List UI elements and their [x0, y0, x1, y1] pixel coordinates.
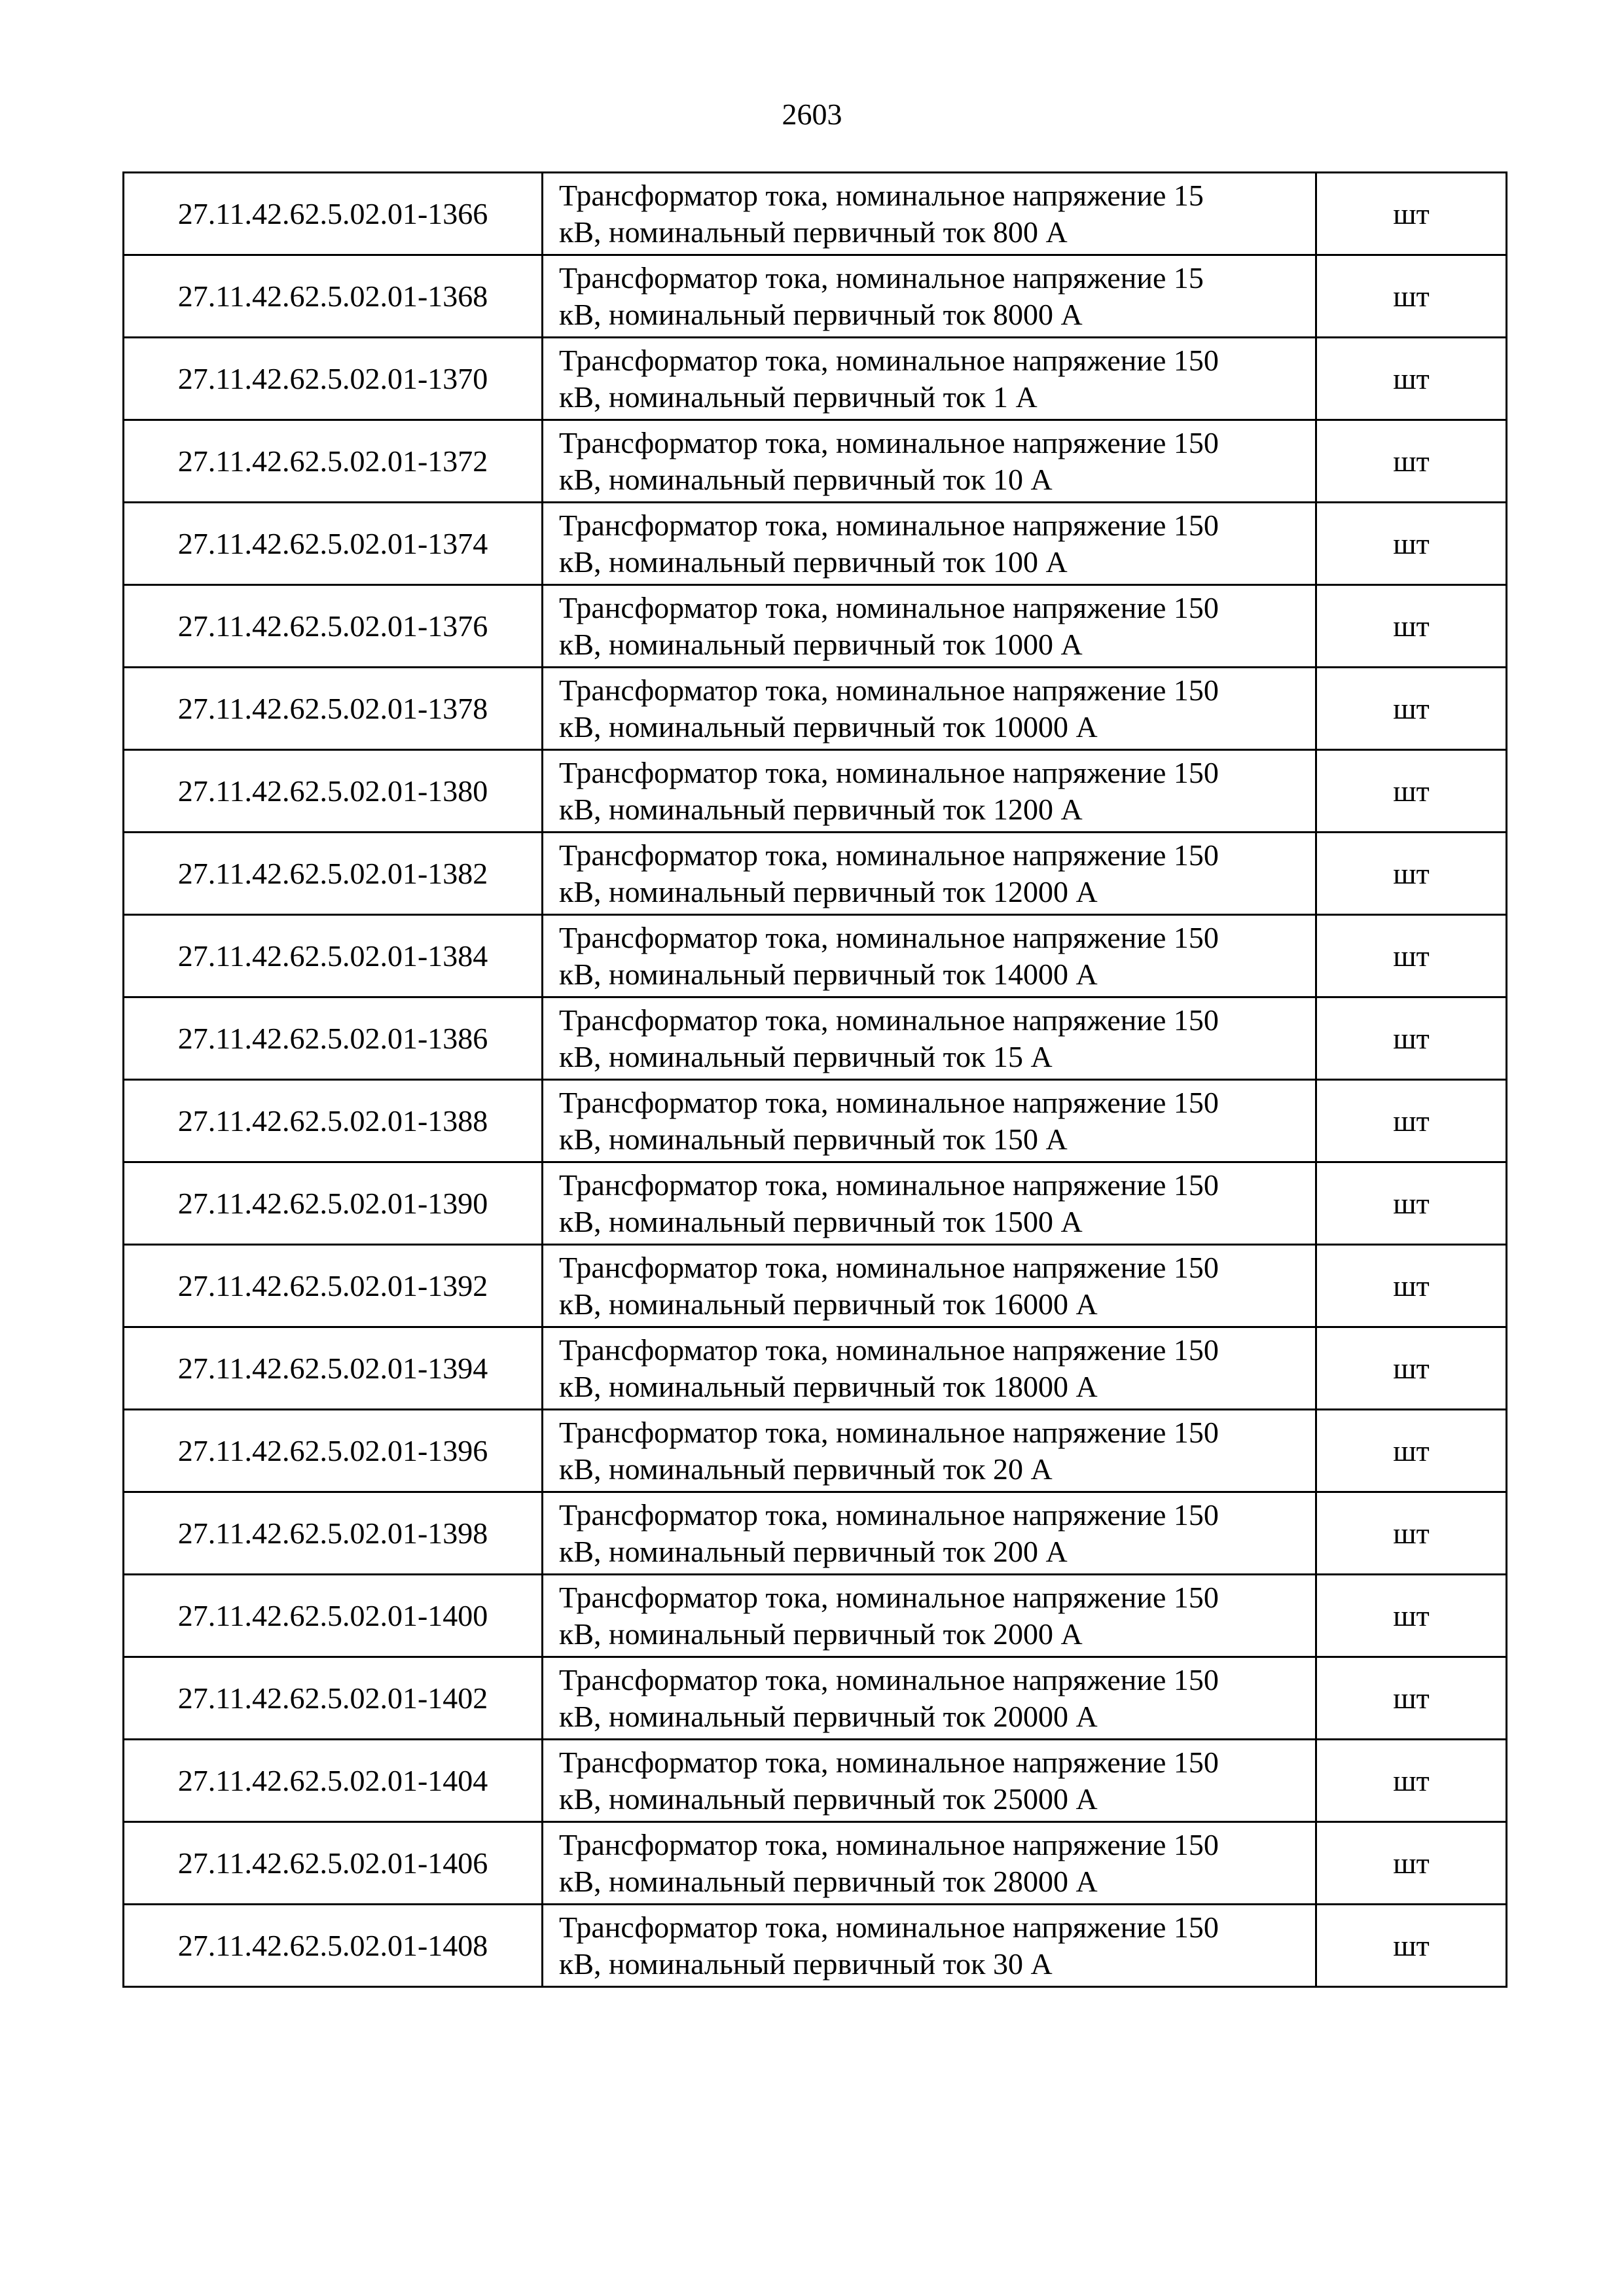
item-code: 27.11.42.62.5.02.01-1372 — [124, 420, 543, 503]
table-row — [124, 1657, 1507, 1740]
table-row — [124, 503, 1507, 585]
item-name-line: кВ, номинальный первичный ток 100 А — [559, 545, 1068, 579]
item-unit: шт — [1316, 420, 1507, 503]
table-row — [124, 997, 1507, 1080]
item-code: 27.11.42.62.5.02.01-1376 — [124, 585, 543, 668]
item-unit: шт — [1316, 1740, 1507, 1822]
item-name-line: кВ, номинальный первичный ток 20 А — [559, 1452, 1053, 1486]
item-unit: шт — [1316, 1080, 1507, 1162]
item-name-line: Трансформатор тока, номинальное напряжение 150 — [559, 1580, 1219, 1614]
table-row — [124, 338, 1507, 420]
item-code: 27.11.42.62.5.02.01-1366 — [124, 173, 543, 255]
item-name — [543, 750, 1316, 833]
item-name-line: кВ, номинальный первичный ток 1500 А — [559, 1204, 1083, 1238]
item-code: 27.11.42.62.5.02.01-1398 — [124, 1492, 543, 1575]
table-row — [124, 668, 1507, 750]
table-row — [124, 1245, 1507, 1327]
item-code: 27.11.42.62.5.02.01-1388 — [124, 1080, 543, 1162]
table-row — [124, 1080, 1507, 1162]
item-name-line: кВ, номинальный первичный ток 200 А — [559, 1534, 1068, 1568]
item-unit: шт — [1316, 1410, 1507, 1492]
item-name-line: Трансформатор тока, номинальное напряжение 150 — [559, 343, 1219, 377]
item-unit: шт — [1316, 1822, 1507, 1905]
item-name-line: Трансформатор тока, номинальное напряжение 150 — [559, 1250, 1219, 1284]
item-code: 27.11.42.62.5.02.01-1408 — [124, 1905, 543, 1987]
item-unit: шт — [1316, 1245, 1507, 1327]
item-name — [543, 833, 1316, 915]
item-unit: шт — [1316, 1657, 1507, 1740]
item-name — [543, 1080, 1316, 1162]
item-name-line: Трансформатор тока, номинальное напряжение 150 — [559, 1910, 1219, 1944]
item-name-line: кВ, номинальный первичный ток 30 А — [559, 1946, 1053, 1981]
item-name-line: кВ, номинальный первичный ток 2000 А — [559, 1617, 1083, 1651]
item-name-line: кВ, номинальный первичный ток 16000 А — [559, 1287, 1098, 1321]
table-row — [124, 1410, 1507, 1492]
item-name — [543, 503, 1316, 585]
item-unit: шт — [1316, 1492, 1507, 1575]
item-code: 27.11.42.62.5.02.01-1374 — [124, 503, 543, 585]
item-code: 27.11.42.62.5.02.01-1406 — [124, 1822, 543, 1905]
table-row — [124, 1492, 1507, 1575]
item-name — [543, 1162, 1316, 1245]
item-name-line: Трансформатор тока, номинальное напряжение 150 — [559, 1745, 1219, 1779]
table-row — [124, 585, 1507, 668]
item-code: 27.11.42.62.5.02.01-1378 — [124, 668, 543, 750]
table-row — [124, 1162, 1507, 1245]
item-name-line: кВ, номинальный первичный ток 10000 А — [559, 709, 1098, 744]
item-code: 27.11.42.62.5.02.01-1402 — [124, 1657, 543, 1740]
item-unit: шт — [1316, 833, 1507, 915]
item-name-line: кВ, номинальный первичный ток 150 А — [559, 1122, 1068, 1156]
item-name-line: Трансформатор тока, номинальное напряжение 150 — [559, 920, 1219, 954]
item-unit: шт — [1316, 1575, 1507, 1657]
page-number: 2603 — [782, 98, 842, 131]
item-name — [543, 1327, 1316, 1410]
item-code: 27.11.42.62.5.02.01-1400 — [124, 1575, 543, 1657]
item-name-line: кВ, номинальный первичный ток 10 А — [559, 462, 1053, 496]
table-row — [124, 915, 1507, 997]
item-name-line: Трансформатор тока, номинальное напряжение 15 — [559, 178, 1204, 212]
item-name — [543, 1905, 1316, 1987]
item-name — [543, 915, 1316, 997]
item-name-line: Трансформатор тока, номинальное напряжение 150 — [559, 1003, 1219, 1037]
item-unit: шт — [1316, 1162, 1507, 1245]
item-name-line: кВ, номинальный первичный ток 12000 А — [559, 874, 1098, 908]
item-name-line: кВ, номинальный первичный ток 8000 А — [559, 297, 1083, 331]
item-unit: шт — [1316, 1905, 1507, 1987]
item-code: 27.11.42.62.5.02.01-1384 — [124, 915, 543, 997]
item-name-line: Трансформатор тока, номинальное напряжение 150 — [559, 590, 1219, 624]
table-row — [124, 1740, 1507, 1822]
item-unit: шт — [1316, 255, 1507, 338]
items-table — [122, 171, 1507, 1988]
item-name — [543, 1657, 1316, 1740]
table-row — [124, 1327, 1507, 1410]
item-name-line: Трансформатор тока, номинальное напряжение 150 — [559, 1827, 1219, 1861]
item-name-line: кВ, номинальный первичный ток 18000 А — [559, 1369, 1098, 1403]
item-name-line: кВ, номинальный первичный ток 800 А — [559, 215, 1068, 249]
item-name-line: Трансформатор тока, номинальное напряжение 150 — [559, 1333, 1219, 1367]
item-name-line: Трансформатор тока, номинальное напряжение 150 — [559, 1168, 1219, 1202]
table-row — [124, 173, 1507, 255]
item-unit: шт — [1316, 750, 1507, 833]
table-row — [124, 833, 1507, 915]
item-code: 27.11.42.62.5.02.01-1380 — [124, 750, 543, 833]
item-name-line: кВ, номинальный первичный ток 25000 А — [559, 1782, 1098, 1816]
table-row — [124, 1905, 1507, 1987]
item-code: 27.11.42.62.5.02.01-1394 — [124, 1327, 543, 1410]
item-unit: шт — [1316, 173, 1507, 255]
item-unit: шт — [1316, 915, 1507, 997]
item-name-line: Трансформатор тока, номинальное напряжение 150 — [559, 1415, 1219, 1449]
item-name — [543, 173, 1316, 255]
table-row — [124, 420, 1507, 503]
item-name-line: Трансформатор тока, номинальное напряжение 150 — [559, 673, 1219, 707]
item-name-line: Трансформатор тока, номинальное напряжение 150 — [559, 755, 1219, 789]
item-unit: шт — [1316, 338, 1507, 420]
table-row — [124, 750, 1507, 833]
item-unit: шт — [1316, 668, 1507, 750]
item-name-line: Трансформатор тока, номинальное напряжение 150 — [559, 508, 1219, 542]
item-name-line: кВ, номинальный первичный ток 1200 А — [559, 792, 1083, 826]
item-name — [543, 338, 1316, 420]
item-unit: шт — [1316, 1327, 1507, 1410]
item-code: 27.11.42.62.5.02.01-1404 — [124, 1740, 543, 1822]
item-name — [543, 668, 1316, 750]
item-name — [543, 420, 1316, 503]
item-name-line: кВ, номинальный первичный ток 1 А — [559, 380, 1038, 414]
item-unit: шт — [1316, 503, 1507, 585]
item-name-line: Трансформатор тока, номинальное напряжение 150 — [559, 838, 1219, 872]
item-name-line: кВ, номинальный первичный ток 14000 А — [559, 957, 1098, 991]
item-name — [543, 585, 1316, 668]
item-name-line: кВ, номинальный первичный ток 28000 А — [559, 1864, 1098, 1898]
item-unit: шт — [1316, 997, 1507, 1080]
item-name — [543, 255, 1316, 338]
item-code: 27.11.42.62.5.02.01-1368 — [124, 255, 543, 338]
item-name — [543, 1575, 1316, 1657]
item-name — [543, 997, 1316, 1080]
table-row — [124, 255, 1507, 338]
table-row — [124, 1575, 1507, 1657]
item-name-line: кВ, номинальный первичный ток 1000 А — [559, 627, 1083, 661]
item-name-line: Трансформатор тока, номинальное напряжение 150 — [559, 1498, 1219, 1532]
item-name-line: Трансформатор тока, номинальное напряжение 150 — [559, 425, 1219, 459]
item-code: 27.11.42.62.5.02.01-1392 — [124, 1245, 543, 1327]
item-name — [543, 1492, 1316, 1575]
item-name-line: кВ, номинальный первичный ток 20000 А — [559, 1699, 1098, 1733]
item-code: 27.11.42.62.5.02.01-1382 — [124, 833, 543, 915]
item-name — [543, 1822, 1316, 1905]
item-name-line: кВ, номинальный первичный ток 15 А — [559, 1039, 1053, 1073]
item-code: 27.11.42.62.5.02.01-1396 — [124, 1410, 543, 1492]
item-name — [543, 1740, 1316, 1822]
item-name — [543, 1410, 1316, 1492]
item-code: 27.11.42.62.5.02.01-1370 — [124, 338, 543, 420]
item-unit: шт — [1316, 585, 1507, 668]
items-table-body — [124, 173, 1507, 1987]
item-code: 27.11.42.62.5.02.01-1390 — [124, 1162, 543, 1245]
item-name-line: Трансформатор тока, номинальное напряжение 150 — [559, 1085, 1219, 1119]
item-code: 27.11.42.62.5.02.01-1386 — [124, 997, 543, 1080]
item-name-line: Трансформатор тока, номинальное напряжение 150 — [559, 1662, 1219, 1696]
item-name-line: Трансформатор тока, номинальное напряжение 15 — [559, 260, 1204, 295]
item-name — [543, 1245, 1316, 1327]
table-row — [124, 1822, 1507, 1905]
